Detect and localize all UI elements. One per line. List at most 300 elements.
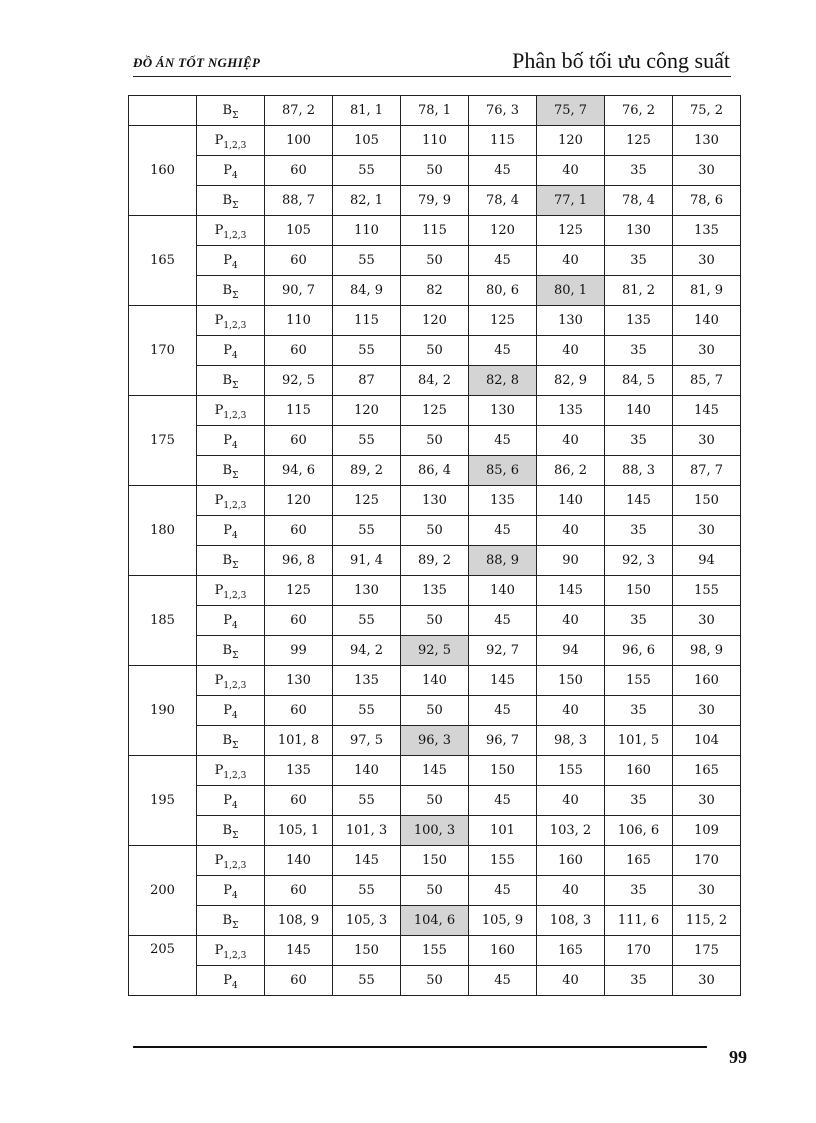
table-cell: 45: [469, 516, 537, 546]
row-label-b: [197, 456, 265, 486]
table-cell: 50: [401, 696, 469, 726]
table-cell: 50: [401, 426, 469, 456]
table-cell: 125: [469, 306, 537, 336]
table-cell: 50: [401, 336, 469, 366]
table-cell: 145: [673, 396, 741, 426]
table-cell: 98, 9: [673, 636, 741, 666]
table-cell: 94, 2: [333, 636, 401, 666]
table-cell: 76, 3: [469, 96, 537, 126]
table-cell: 135: [469, 486, 537, 516]
table-cell: 90, 7: [265, 276, 333, 306]
row-label-b: [197, 546, 265, 576]
table-row: [129, 786, 741, 816]
table-cell: 78, 4: [469, 186, 537, 216]
table-cell: 125: [605, 126, 673, 156]
table-cell: 50: [401, 246, 469, 276]
table-cell: 120: [401, 306, 469, 336]
table-cell: 40: [537, 606, 605, 636]
table-cell: 105: [265, 216, 333, 246]
table-cell: 145: [401, 756, 469, 786]
table-cell: 40: [537, 786, 605, 816]
table-cell: 87, 2: [265, 96, 333, 126]
row-label-main: P: [214, 583, 224, 598]
row-label-main: P: [214, 493, 224, 508]
table-cell: 140: [333, 756, 401, 786]
table-cell: 30: [673, 516, 741, 546]
table-cell: 85, 7: [673, 366, 741, 396]
table-cell: 98, 3: [537, 726, 605, 756]
table-cell: 92, 5: [265, 366, 333, 396]
row-label-subscript: 1,2,3: [223, 231, 247, 241]
row-label-subscript: Σ: [232, 741, 239, 751]
table-cell: 78, 4: [605, 186, 673, 216]
row-label-b: [197, 186, 265, 216]
table-row: [129, 126, 741, 156]
row-label-p4: [197, 876, 265, 906]
table-cell: 50: [401, 516, 469, 546]
table-cell: 135: [605, 306, 673, 336]
table-cell: 89, 2: [333, 456, 401, 486]
row-label-b: [197, 726, 265, 756]
table-cell: 170: [673, 846, 741, 876]
row-label-main: P: [223, 973, 232, 988]
table-row: [129, 366, 741, 396]
table-cell: 45: [469, 696, 537, 726]
table-cell: 35: [605, 606, 673, 636]
table-cell: 110: [401, 126, 469, 156]
table-cell: 30: [673, 336, 741, 366]
table-row: [129, 216, 741, 246]
row-label-subscript: Σ: [232, 651, 239, 661]
table-cell: 165: [537, 936, 605, 966]
table-cell: 50: [401, 966, 469, 996]
table-cell: 60: [265, 336, 333, 366]
table-cell: 78, 1: [401, 96, 469, 126]
row-label-subscript: Σ: [232, 201, 239, 211]
table-cell: 155: [401, 936, 469, 966]
table-cell: 40: [537, 876, 605, 906]
row-label-p4: [197, 336, 265, 366]
row-label-subscript: Σ: [232, 381, 239, 391]
row-label-b: [197, 366, 265, 396]
table-cell: 103, 2: [537, 816, 605, 846]
table-cell: 145: [469, 666, 537, 696]
row-label-main: P: [214, 313, 224, 328]
table-cell: 40: [537, 696, 605, 726]
table-cell: 108, 9: [265, 906, 333, 936]
table-cell: 60: [265, 786, 333, 816]
row-label-main: P: [223, 253, 232, 268]
table-cell: 130: [673, 126, 741, 156]
table-cell: 40: [537, 426, 605, 456]
table-row: [129, 726, 741, 756]
table-cell: 90: [537, 546, 605, 576]
load-value: 170: [129, 306, 197, 396]
table-cell: 105, 1: [265, 816, 333, 846]
row-label-subscript: 4: [232, 981, 238, 991]
row-label-subscript: 1,2,3: [223, 501, 247, 511]
table-cell: 99: [265, 636, 333, 666]
table-cell: 135: [265, 756, 333, 786]
table-body: [129, 96, 741, 996]
row-label-b: [197, 906, 265, 936]
table-cell: 160: [537, 846, 605, 876]
row-label-b: [197, 636, 265, 666]
table-cell: 81, 1: [333, 96, 401, 126]
row-label-subscript: 1,2,3: [223, 681, 247, 691]
row-label-subscript: Σ: [232, 831, 239, 841]
row-label-subscript: 1,2,3: [223, 411, 247, 421]
row-label-main: P: [223, 613, 232, 628]
row-label-subscript: 1,2,3: [223, 771, 247, 781]
row-label-p123: [197, 126, 265, 156]
table-cell: 96, 8: [265, 546, 333, 576]
table-cell: 30: [673, 426, 741, 456]
row-label-subscript: Σ: [232, 471, 239, 481]
table-cell: 60: [265, 516, 333, 546]
table-cell: 81, 2: [605, 276, 673, 306]
table-cell: 50: [401, 156, 469, 186]
table-cell: 35: [605, 786, 673, 816]
row-label-p4: [197, 696, 265, 726]
table-cell: 150: [537, 666, 605, 696]
table-cell: 45: [469, 336, 537, 366]
table-row: [129, 756, 741, 786]
table-cell: 125: [537, 216, 605, 246]
row-label-main: P: [223, 163, 232, 178]
table-cell: 165: [605, 846, 673, 876]
table-cell: 94: [673, 546, 741, 576]
row-label-b: [197, 816, 265, 846]
table-cell: 84, 5: [605, 366, 673, 396]
row-label-subscript: Σ: [232, 111, 239, 121]
row-label-p123: [197, 756, 265, 786]
table-cell: 30: [673, 786, 741, 816]
table-cell: 130: [265, 666, 333, 696]
table-cell: 120: [265, 486, 333, 516]
table-cell: 96, 7: [469, 726, 537, 756]
row-label-main: P: [214, 403, 224, 418]
table-cell: 30: [673, 696, 741, 726]
table-cell: 88, 9: [469, 546, 537, 576]
table-row: [129, 426, 741, 456]
table-cell: 100: [265, 126, 333, 156]
table-cell: 175: [673, 936, 741, 966]
table-cell: 60: [265, 426, 333, 456]
table-cell: 92, 5: [401, 636, 469, 666]
table-cell: 150: [401, 846, 469, 876]
table-cell: 60: [265, 966, 333, 996]
table-cell: 150: [469, 756, 537, 786]
table-cell: 82: [401, 276, 469, 306]
row-label-subscript: 4: [232, 351, 238, 361]
row-label-main: B: [222, 643, 233, 658]
table-cell: 45: [469, 426, 537, 456]
table-cell: 91, 4: [333, 546, 401, 576]
row-label-p4: [197, 966, 265, 996]
table-cell: 135: [401, 576, 469, 606]
header-left-title: ĐỒ ÁN TỐT NGHIỆP: [133, 55, 261, 70]
table-cell: 110: [265, 306, 333, 336]
table-cell: 82, 9: [537, 366, 605, 396]
table-cell: 160: [673, 666, 741, 696]
table-cell: 130: [469, 396, 537, 426]
row-label-subscript: 1,2,3: [223, 141, 247, 151]
table-cell: 80, 1: [537, 276, 605, 306]
table-cell: 35: [605, 966, 673, 996]
table-cell: 30: [673, 246, 741, 276]
table-row: [129, 696, 741, 726]
table-cell: 105, 3: [333, 906, 401, 936]
table-row: [129, 96, 741, 126]
row-label-main: P: [223, 433, 232, 448]
table-cell: 125: [333, 486, 401, 516]
row-label-b: [197, 96, 265, 126]
table-cell: 81, 9: [673, 276, 741, 306]
table-cell: 45: [469, 786, 537, 816]
table-cell: 85, 6: [469, 456, 537, 486]
row-label-main: P: [223, 793, 232, 808]
table-cell: 108, 3: [537, 906, 605, 936]
row-label-subscript: 4: [232, 441, 238, 451]
table-cell: 35: [605, 246, 673, 276]
table-cell: 155: [605, 666, 673, 696]
row-label-subscript: 4: [232, 801, 238, 811]
table-cell: 92, 3: [605, 546, 673, 576]
table-row: [129, 606, 741, 636]
row-label-subscript: Σ: [232, 561, 239, 571]
table-cell: 115: [333, 306, 401, 336]
row-label-main: P: [214, 223, 224, 238]
table-cell: 101, 8: [265, 726, 333, 756]
table-cell: 160: [605, 756, 673, 786]
table-cell: 35: [605, 426, 673, 456]
table-row: [129, 666, 741, 696]
table-cell: 55: [333, 246, 401, 276]
row-label-main: B: [222, 733, 233, 748]
row-label-p123: [197, 306, 265, 336]
table-row: [129, 546, 741, 576]
row-label-subscript: 4: [232, 531, 238, 541]
row-label-p4: [197, 246, 265, 276]
table-row: [129, 906, 741, 936]
table-cell: 60: [265, 246, 333, 276]
load-value: 180: [129, 486, 197, 576]
table-cell: 96, 6: [605, 636, 673, 666]
table-row: [129, 966, 741, 996]
table-cell: 130: [605, 216, 673, 246]
table-cell: 105: [333, 126, 401, 156]
row-label-subscript: 4: [232, 711, 238, 721]
table-row: [129, 336, 741, 366]
table-cell: 75, 2: [673, 96, 741, 126]
table-cell: 45: [469, 156, 537, 186]
table-cell: 45: [469, 246, 537, 276]
row-label-subscript: 1,2,3: [223, 591, 247, 601]
table-cell: 145: [605, 486, 673, 516]
table-cell: 125: [401, 396, 469, 426]
row-label-main: B: [222, 103, 233, 118]
table-cell: 75, 7: [537, 96, 605, 126]
table-cell: 135: [673, 216, 741, 246]
table-row: [129, 636, 741, 666]
table-cell: 30: [673, 876, 741, 906]
footer-rule: [133, 1046, 707, 1048]
load-value: 195: [129, 756, 197, 846]
table-cell: 135: [333, 666, 401, 696]
row-label-main: B: [222, 193, 233, 208]
load-value: 190: [129, 666, 197, 756]
row-label-subscript: 4: [232, 261, 238, 271]
table-cell: 35: [605, 516, 673, 546]
row-label-p123: [197, 486, 265, 516]
table-cell: 140: [469, 576, 537, 606]
table-row: [129, 816, 741, 846]
row-label-main: B: [222, 913, 233, 928]
table-cell: 60: [265, 696, 333, 726]
table-cell: 150: [673, 486, 741, 516]
table-cell: 45: [469, 876, 537, 906]
table-cell: 55: [333, 156, 401, 186]
table-cell: 60: [265, 156, 333, 186]
table-cell: 79, 9: [401, 186, 469, 216]
table-cell: 87: [333, 366, 401, 396]
table-cell: 50: [401, 876, 469, 906]
table-cell: 115, 2: [673, 906, 741, 936]
table-cell: 125: [265, 576, 333, 606]
table-cell: 145: [333, 846, 401, 876]
table-cell: 82, 1: [333, 186, 401, 216]
table-cell: 84, 9: [333, 276, 401, 306]
table-cell: 55: [333, 516, 401, 546]
table-cell: 35: [605, 696, 673, 726]
table-cell: 145: [537, 576, 605, 606]
table-cell: 78, 6: [673, 186, 741, 216]
power-allocation-table: [128, 95, 741, 996]
table-cell: 89, 2: [401, 546, 469, 576]
table-row: [129, 456, 741, 486]
table-cell: 94: [537, 636, 605, 666]
table-cell: 55: [333, 696, 401, 726]
table-cell: 82, 8: [469, 366, 537, 396]
load-value: 165: [129, 216, 197, 306]
table-cell: 120: [469, 216, 537, 246]
table-cell: 155: [537, 756, 605, 786]
table-row: [129, 396, 741, 426]
table-cell: 96, 3: [401, 726, 469, 756]
row-label-main: P: [214, 853, 224, 868]
table-cell: 76, 2: [605, 96, 673, 126]
table-cell: 106, 6: [605, 816, 673, 846]
row-label-main: P: [214, 763, 224, 778]
table-row: [129, 156, 741, 186]
table-cell: 50: [401, 606, 469, 636]
table-cell: 35: [605, 336, 673, 366]
row-label-main: B: [222, 463, 233, 478]
table-cell: 120: [333, 396, 401, 426]
table-row: [129, 516, 741, 546]
table-cell: 111, 6: [605, 906, 673, 936]
table-cell: 55: [333, 606, 401, 636]
row-label-p123: [197, 846, 265, 876]
table-cell: 130: [333, 576, 401, 606]
table-cell: 101: [469, 816, 537, 846]
table-cell: 101, 5: [605, 726, 673, 756]
table-cell: 40: [537, 966, 605, 996]
row-label-p4: [197, 516, 265, 546]
table-row: [129, 276, 741, 306]
row-label-main: B: [222, 283, 233, 298]
table-cell: 150: [605, 576, 673, 606]
row-label-p123: [197, 936, 265, 966]
table-cell: 88, 3: [605, 456, 673, 486]
table-row: [129, 876, 741, 906]
row-label-main: P: [214, 673, 224, 688]
row-label-p4: [197, 606, 265, 636]
group-cell-empty: [129, 96, 197, 126]
table-cell: 140: [265, 846, 333, 876]
table-cell: 80, 6: [469, 276, 537, 306]
row-label-p4: [197, 786, 265, 816]
row-label-subscript: Σ: [232, 291, 239, 301]
table-cell: 115: [265, 396, 333, 426]
table-cell: 50: [401, 786, 469, 816]
load-value: 185: [129, 576, 197, 666]
table-cell: 88, 7: [265, 186, 333, 216]
table-cell: 40: [537, 336, 605, 366]
row-label-subscript: 4: [232, 621, 238, 631]
table-cell: 40: [537, 156, 605, 186]
table-row: [129, 936, 741, 966]
table-cell: 115: [401, 216, 469, 246]
table-cell: 109: [673, 816, 741, 846]
table-cell: 140: [401, 666, 469, 696]
table-cell: 77, 1: [537, 186, 605, 216]
table-cell: 130: [537, 306, 605, 336]
table-cell: 35: [605, 876, 673, 906]
row-label-main: P: [223, 883, 232, 898]
table-cell: 105, 9: [469, 906, 537, 936]
header-rule: [133, 76, 731, 77]
table-row: [129, 576, 741, 606]
table-cell: 115: [469, 126, 537, 156]
table-cell: 140: [673, 306, 741, 336]
table-cell: 84, 2: [401, 366, 469, 396]
row-label-main: P: [223, 523, 232, 538]
table-cell: 120: [537, 126, 605, 156]
row-label-p4: [197, 426, 265, 456]
table-cell: 55: [333, 786, 401, 816]
table-cell: 101, 3: [333, 816, 401, 846]
table-cell: 45: [469, 966, 537, 996]
table-cell: 160: [469, 936, 537, 966]
page-number: 99: [729, 1047, 747, 1067]
load-value: 205: [129, 936, 197, 996]
table-row: [129, 306, 741, 336]
table-cell: 104, 6: [401, 906, 469, 936]
table-cell: 140: [537, 486, 605, 516]
row-label-main: P: [214, 133, 224, 148]
table-cell: 86, 2: [537, 456, 605, 486]
load-value: 160: [129, 126, 197, 216]
table-cell: 55: [333, 966, 401, 996]
table-cell: 165: [673, 756, 741, 786]
table-row: [129, 486, 741, 516]
row-label-p123: [197, 666, 265, 696]
table-cell: 145: [265, 936, 333, 966]
table-cell: 92, 7: [469, 636, 537, 666]
table-cell: 55: [333, 876, 401, 906]
